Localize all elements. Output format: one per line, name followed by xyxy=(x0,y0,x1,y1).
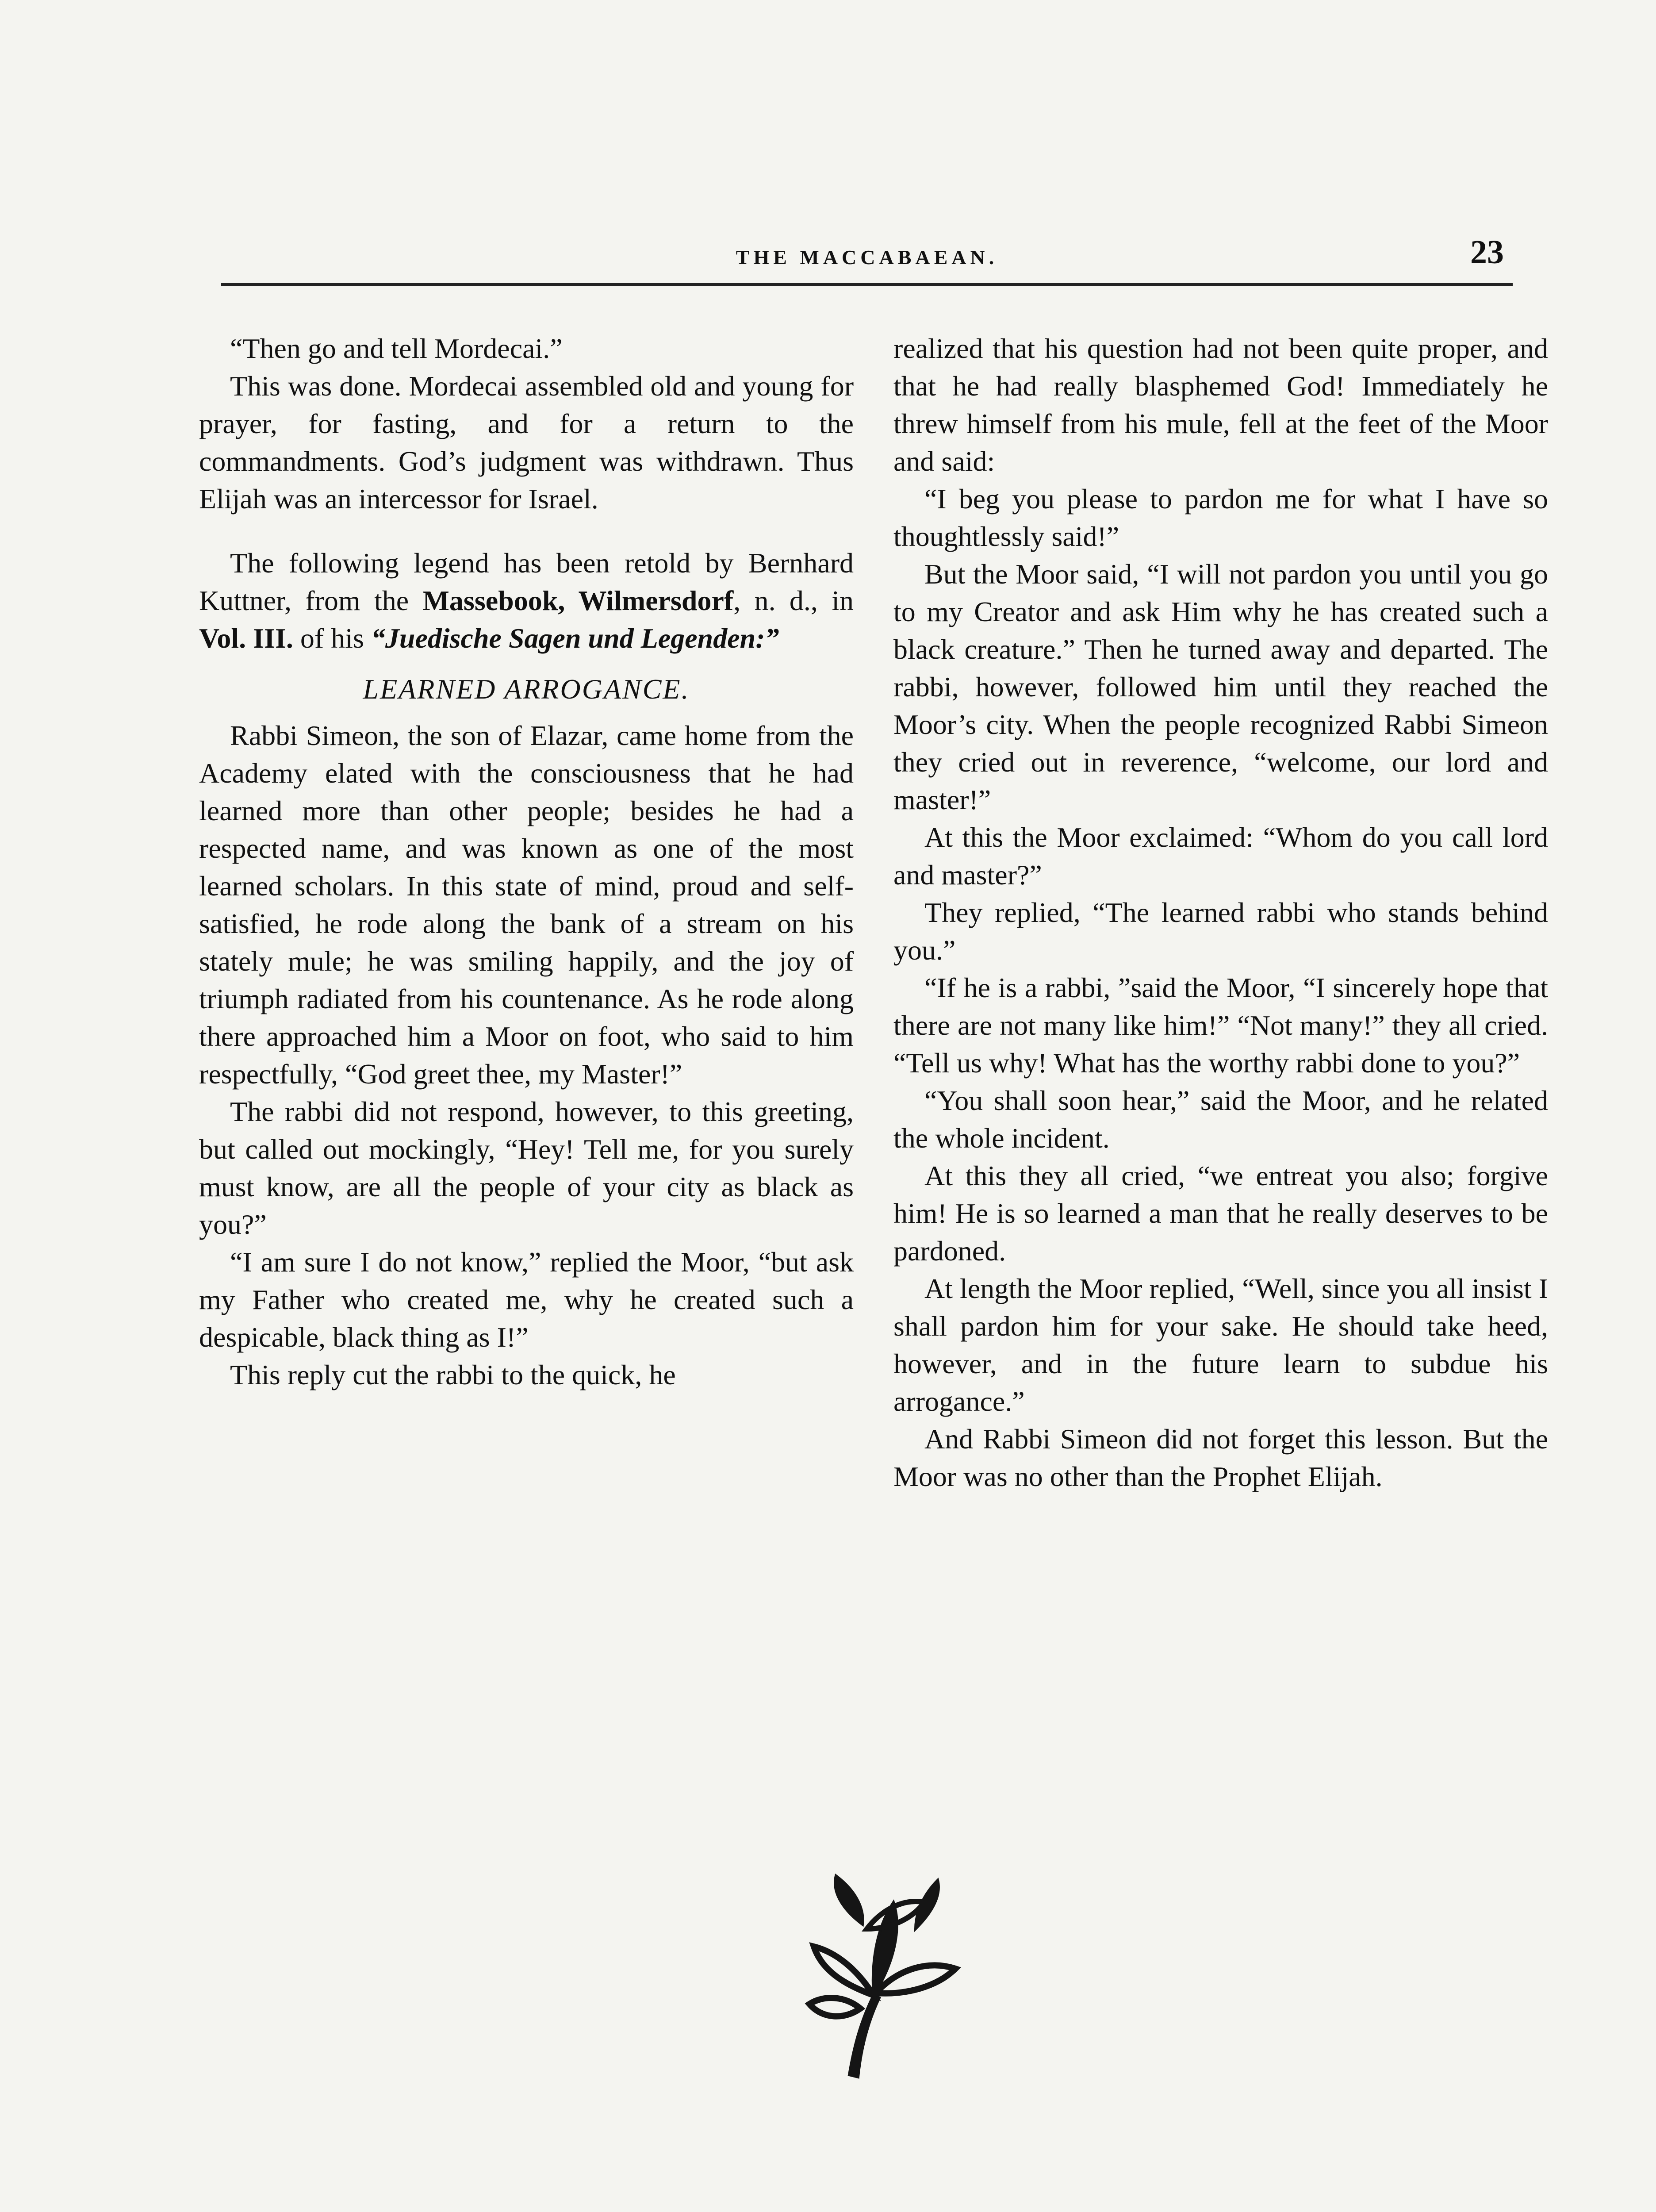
paragraph: They replied, “The learned rabbi who stands behind you.” xyxy=(893,897,1548,966)
paragraph: Rabbi Simeon, the son of Elazar, came home from the Academy elated with the consciousness that he had learned more than other people; besides he had a respected name, and was known as one of the most learned scholars. In this state of mind, proud and self-satisfied, he rode along the bank of a stream on his stately mule; he was smiling happily, and the joy of triumph radiated from his countenance. As he rode along there approached him a Moor on foot, who said to him respectfully, “God greet thee, my Master!” xyxy=(199,720,854,1090)
paragraph: “If he is a rabbi, ”said the Moor, “I sincerely hope that there are not many like him!” “Not many!” they all cried. “Tell us why! What has the worthy rabbi done to you?” xyxy=(893,972,1548,1079)
paragraph: This reply cut the rabbi to the quick, he xyxy=(230,1359,676,1390)
paragraph: “I am sure I do not know,” replied the Moor, “but ask my Father who created me, why he created such a despicable, black thing as I!” xyxy=(199,1246,854,1353)
paragraph: And Rabbi Simeon did not forget this lesson. But the Moor was no other than the Prophet Elijah. xyxy=(893,1423,1548,1492)
page-header xyxy=(221,234,1513,285)
text-run-bold: Massebook, Wilmersdorf xyxy=(422,585,734,616)
paragraph: At this the Moor exclaimed: “Whom do you call lord and master?” xyxy=(893,822,1548,891)
text-run-italic: “Juedische Sagen und Legenden:” xyxy=(371,622,779,654)
text-run-bold: Vol. III. xyxy=(199,622,293,654)
page-number: 23 xyxy=(1470,234,1504,271)
paragraph: realized that his question had not been quite proper, and that he had really blasphemed God! Immediately he threw himself from his mule, fell at the feet of the Moor and said: xyxy=(893,333,1548,477)
lily-flower-ornament-icon xyxy=(783,1863,969,2084)
left-column xyxy=(199,330,854,1394)
text-run: The following legend has been retold by Bernhard Kuttner, from the xyxy=(199,547,854,616)
paragraph: The rabbi did not respond, however, to this greeting, but called out mockingly, “Hey! Tell me, for you surely must know, are all the people of your city as black as you?” xyxy=(199,1096,854,1240)
header-rule xyxy=(221,283,1513,286)
paragraph: “I beg you please to pardon me for what I have so thoughtlessly said!” xyxy=(893,483,1548,552)
section-title: LEARNED ARROGANCE. xyxy=(363,673,690,705)
paragraph: At length the Moor replied, “Well, since you all insist I shall pardon him for your sake. He should take heed, however, and in the future learn to subdue his arrogance.” xyxy=(893,1273,1548,1417)
paragraph: But the Moor said, “I will not pardon you until you go to my Creator and ask Him why he has created such a black creature.” Then he turned away and departed. The rabbi, however, followed him until they reached the Moor’s city. When the people recognized Rabbi Simeon they cried out in reverence, “welcome, our lord and master!” xyxy=(893,558,1548,815)
paragraph: At this they all cried, “we entreat you also; forgive him! He is so learned a man that he really deserves to be pardoned. xyxy=(893,1160,1548,1267)
text-run: of his xyxy=(293,622,371,654)
paragraph: This was done. Mordecai assembled old and young for prayer, for fasting, and for a return to the commandments. God’s judgment was withdrawn. Thus Elijah was an intercessor for Israel. xyxy=(199,370,854,515)
paragraph: “Then go and tell Mordecai.” xyxy=(230,333,563,364)
right-column xyxy=(893,330,1548,1495)
paragraph-source-note xyxy=(199,544,854,657)
text-run: , n. d., in xyxy=(733,585,854,616)
running-title: THE MACCABAEAN. xyxy=(736,246,998,269)
paragraph: “You shall soon hear,” said the Moor, and he related the whole incident. xyxy=(893,1085,1548,1154)
